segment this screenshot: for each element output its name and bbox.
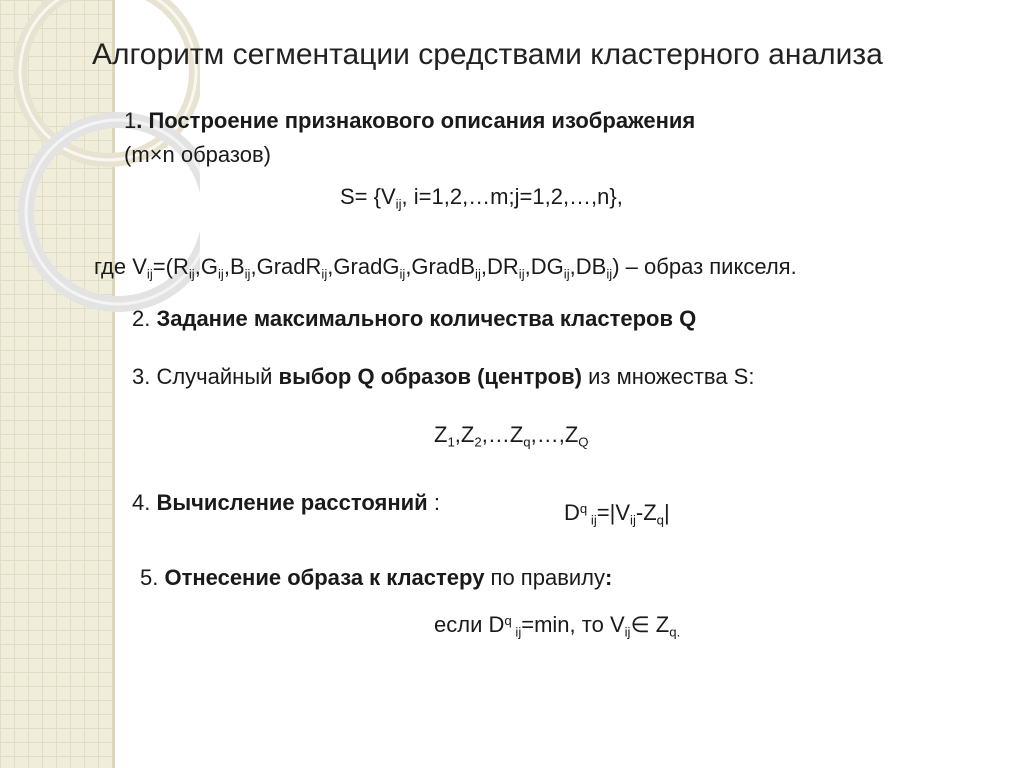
slide-title: Алгоритм сегментации средствами кластерного анализа [92, 38, 883, 71]
band-edge [112, 0, 115, 768]
set-formula: $S= \{V_{ij}$, i=1,2,…m;j=1,2,…,n}, [340, 184, 623, 212]
step-1-note: (m×n образов) [124, 142, 271, 167]
step-2: 2. Задание максимального количества кластеров Q [132, 306, 697, 331]
pixel-definition: где $V_{ij}=(R_{ij},G_{ij},B_{ij},GradR_{ij},GradG_{ij},GradB_{ij},DR_{ij},DG_{ij},DB_{ij})$ – образ пикселя. [94, 254, 797, 282]
step-4: 4. Вычисление расстояний : [132, 490, 440, 515]
step-1-heading-text: . Построение признакового описания изображения [136, 108, 696, 133]
decorative-grid-band [0, 0, 112, 768]
element-of-symbol: ∈ [630, 613, 650, 638]
step-5: 5. Отнесение образа к кластеру по правилу: [140, 565, 613, 590]
step-1-heading [124, 108, 695, 134]
centers-formula: $Z_1,Z_2,\dots Z_q,\dots,Z_Q$ [434, 422, 589, 450]
assignment-rule: если $D^q$ $_{ij}$=min, то $V_{ij}\in$ $Z_{q.}$ [434, 612, 681, 640]
step-3: 3. Случайный выбор Q образов (центров) из множества S: [132, 364, 755, 389]
distance-formula: $D^q$ $_{ij}=|V_{ij}-Z_q|$ [564, 500, 670, 528]
step-1-number: 1 [124, 108, 137, 133]
